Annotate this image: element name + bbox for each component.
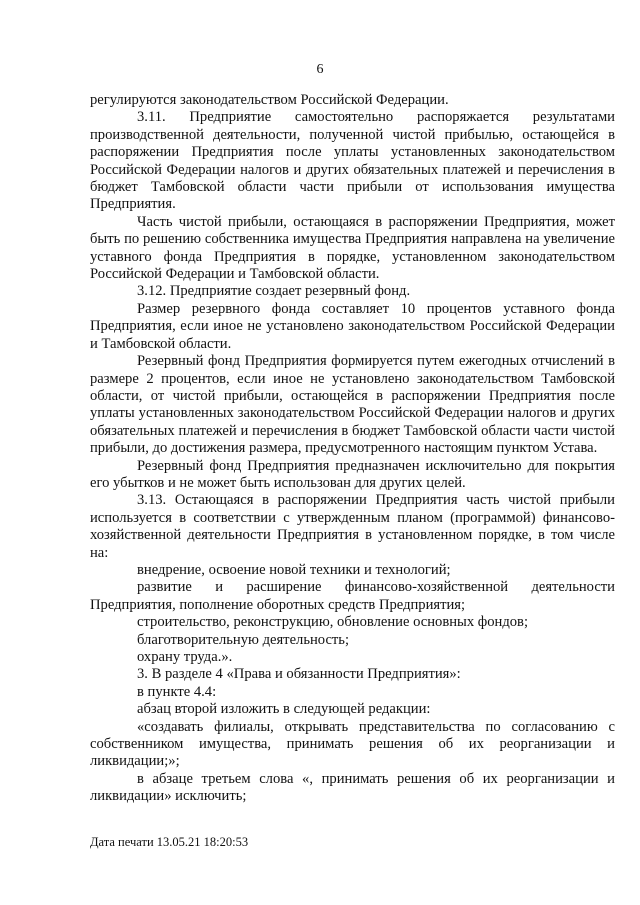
paragraph: Часть чистой прибыли, остающаяся в распоряжении Предприятия, может быть по решению собственника имущества Предприятия направлена на увеличение уставного фонда Предприятия в порядке, установленном законодательством Российской Федерации и Тамбовской области. xyxy=(90,213,615,283)
list-item: внедрение, освоение новой техники и технологий; xyxy=(137,561,451,578)
paragraph: Размер резервного фонда составляет 10 процентов уставного фонда Предприятия, если иное не установлено законодательством Российской Федерации и Тамбовской области. xyxy=(90,300,615,352)
paragraph: Резервный фонд Предприятия формируется путем ежегодных отчислений в размере 2 процентов, если иное не установлено законодательством Тамбовской области, от чистой прибыли, остающейся в распоряжении Предприятия после уплаты установленных законодательством Российской Федерации налогов и других обязательных платежей и перечисления в бюджет Тамбовской области части чистой прибыли, до достижения размера, предусмотренного настоящим пунктом Устава. xyxy=(90,353,615,457)
list-item: развитие и расширение финансово-хозяйственной деятельности Предприятия, пополнение оборотных средств Предприятия; xyxy=(90,579,615,613)
paragraph: в абзаце третьем слова «, принимать решения об их реорганизации и ликвидации» исключить; xyxy=(90,770,615,805)
list-item: благотворительную деятельность; xyxy=(137,631,350,648)
paragraph: Резервный фонд Предприятия предназначен исключительно для покрытия его убытков и не может быть использован для других целей. xyxy=(90,457,615,491)
paragraph: абзац второй изложить в следующей редакции: xyxy=(137,701,431,718)
document-body xyxy=(90,92,615,806)
page-number: 6 xyxy=(316,62,324,77)
print-date-footer: Дата печати 13.05.21 18:20:53 xyxy=(90,835,249,849)
paragraph: «создавать филиалы, открывать представительства по согласованию с собственником имущества, принимать решения об их реорганизации и ликвидации;»; xyxy=(90,718,615,770)
paragraph: 3.12. Предприятие создает резервный фонд. xyxy=(137,283,411,300)
paragraph: регулируются законодательством Российской Федерации. xyxy=(90,92,449,108)
list-item: строительство, реконструкцию, обновление основных фондов; xyxy=(137,614,529,631)
list-item: охрану труда.». xyxy=(137,649,233,665)
paragraph: 3.11. Предприятие самостоятельно распоряжается результатами производственной деятельности, полученной чистой прибылью, остающейся в распоряжении Предприятия после уплаты установленных законодательством Российской Федерации налогов и других обязательных платежей и перечисления в бюджет Тамбовской области части прибыли от использования имущества Предприятия. xyxy=(90,109,615,213)
paragraph: в пункте 4.4: xyxy=(137,683,217,700)
paragraph: 3.13. Остающаяся в распоряжении Предприятия часть чистой прибыли используется в соответствии с утвержденным планом (программой) финансово-хозяйственной деятельности Предприятия в установленном порядке, в том числе на: xyxy=(90,492,615,561)
paragraph: 3. В разделе 4 «Права и обязанности Предприятия»: xyxy=(137,666,461,683)
